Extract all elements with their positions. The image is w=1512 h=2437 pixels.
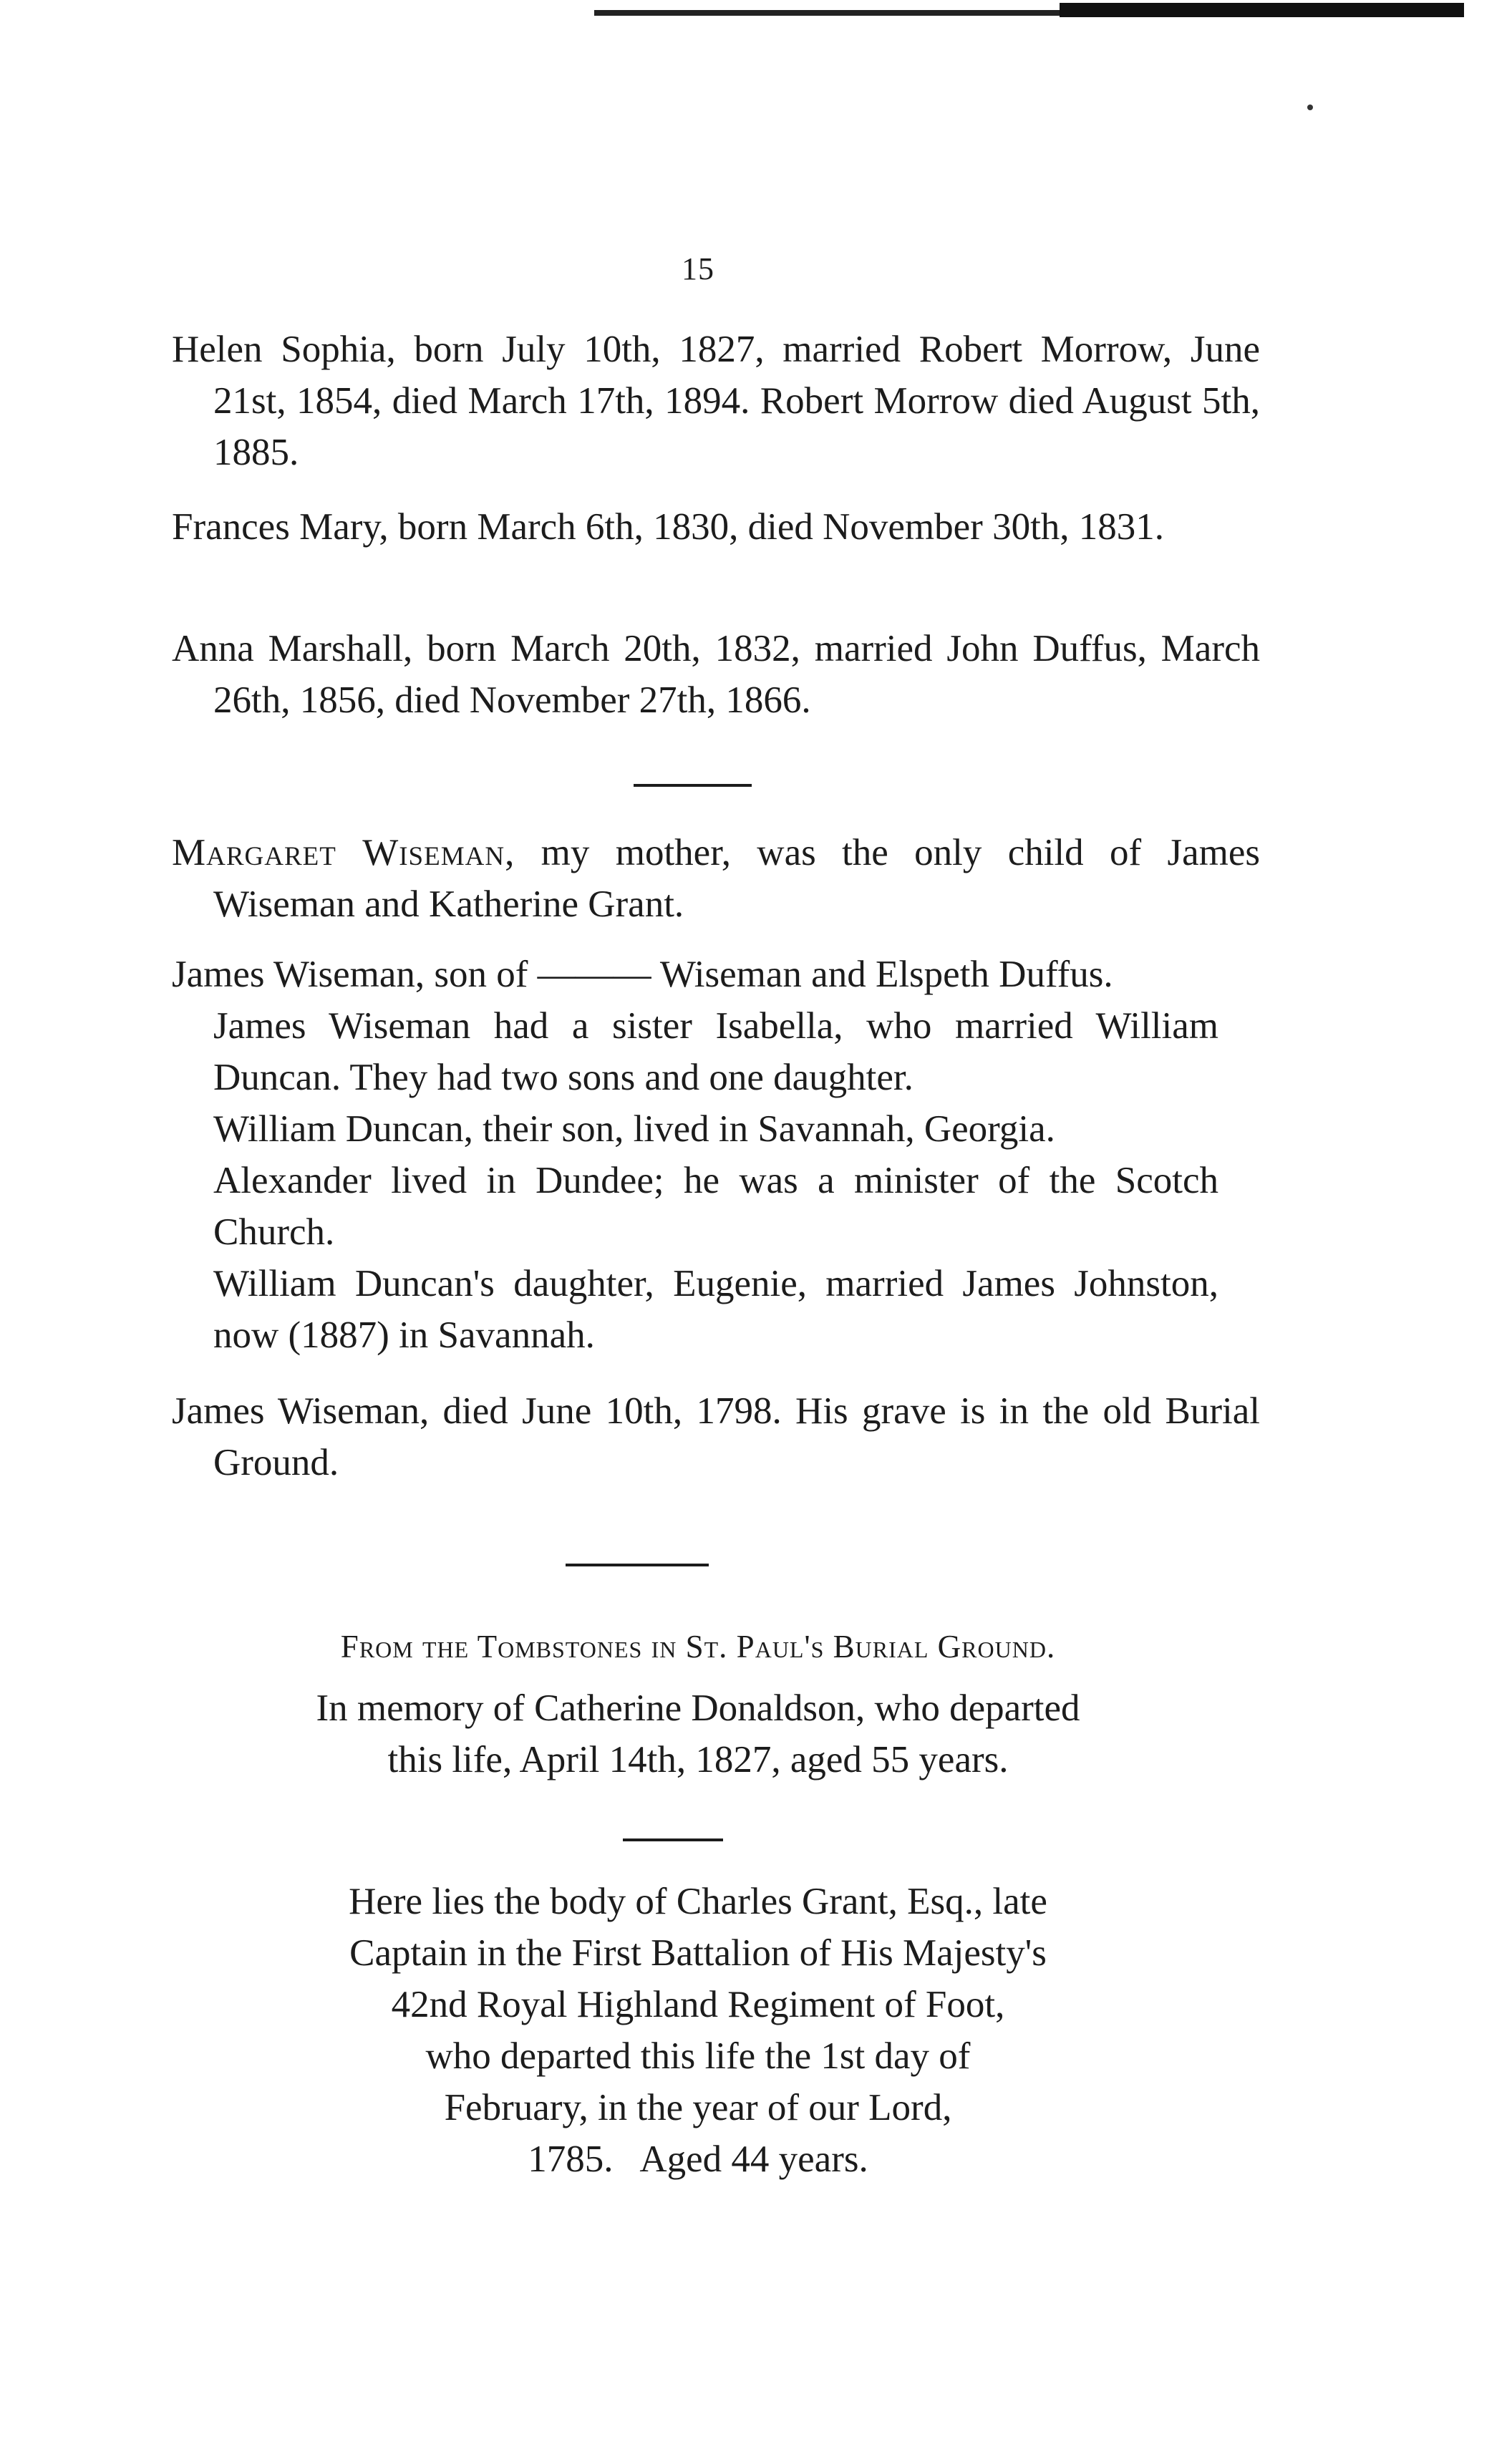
donaldson-line-1: In memory of Catherine Donaldson, who departed (316, 1687, 1080, 1729)
grant-line-2: Captain in the First Battalion of His Majesty's (349, 1932, 1047, 1974)
tombstones-heading: From the Tombstones in St. Paul's Burial Ground. (340, 1629, 1056, 1665)
section-divider-3 (623, 1838, 723, 1841)
wiseman-alexander: Alexander lived in Dundee; he was a minister of the Scotch Church. (213, 1160, 1218, 1253)
scan-speck (1307, 105, 1313, 110)
wiseman-name: Margaret Wiseman, (172, 832, 515, 873)
wiseman-intro-rest: my mother, was the only child of James Wiseman and Katherine Grant. (213, 832, 1260, 925)
grant-line-6: 1785. Aged 44 years. (528, 2138, 868, 2180)
wiseman-sister: James Wiseman had a sister Isabella, who married William Duncan. They had two sons and one daughter. (213, 1005, 1218, 1098)
family-entry-anna: Anna Marshall, born March 20th, 1832, married John Duffus, March 26th, 1856, died November 27th, 1866. (172, 628, 1260, 721)
grant-line-5: February, in the year of our Lord, (444, 2087, 952, 2128)
family-entry-helen: Helen Sophia, born July 10th, 1827, married Robert Morrow, June 21st, 1854, died March 17th, 1894. Robert Morrow died August 5th, 1885. (172, 329, 1260, 473)
section-divider-2 (566, 1564, 709, 1566)
section-divider-1 (634, 784, 752, 787)
wiseman-daughter: William Duncan's daughter, Eugenie, married James Johnston, now (1887) in Savannah. (213, 1263, 1218, 1356)
family-entry-frances: Frances Mary, born March 6th, 1830, died November 30th, 1831. (172, 506, 1165, 548)
grant-line-3: 42nd Royal Highland Regiment of Foot, (391, 1984, 1005, 2025)
top-scan-rule-thick (1060, 3, 1464, 17)
grant-line-4: who departed this life the 1st day of (425, 2035, 971, 2077)
wiseman-death: James Wiseman, died June 10th, 1798. His grave is in the old Burial Ground. (172, 1390, 1260, 1483)
grant-inscription (0, 1876, 1396, 2185)
wiseman-intro (172, 827, 1260, 930)
grant-line-1: Here lies the body of Charles Grant, Esq., late (349, 1881, 1047, 1922)
donaldson-inscription (0, 1682, 1396, 1786)
donaldson-line-2: this life, April 14th, 1827, aged 55 years. (387, 1739, 1009, 1780)
wiseman-william: William Duncan, their son, lived in Savannah, Georgia. (213, 1108, 1055, 1150)
wiseman-son-of: James Wiseman, son of ——— Wiseman and Elspeth Duffus. (172, 954, 1113, 995)
page-number: 15 (682, 251, 714, 286)
